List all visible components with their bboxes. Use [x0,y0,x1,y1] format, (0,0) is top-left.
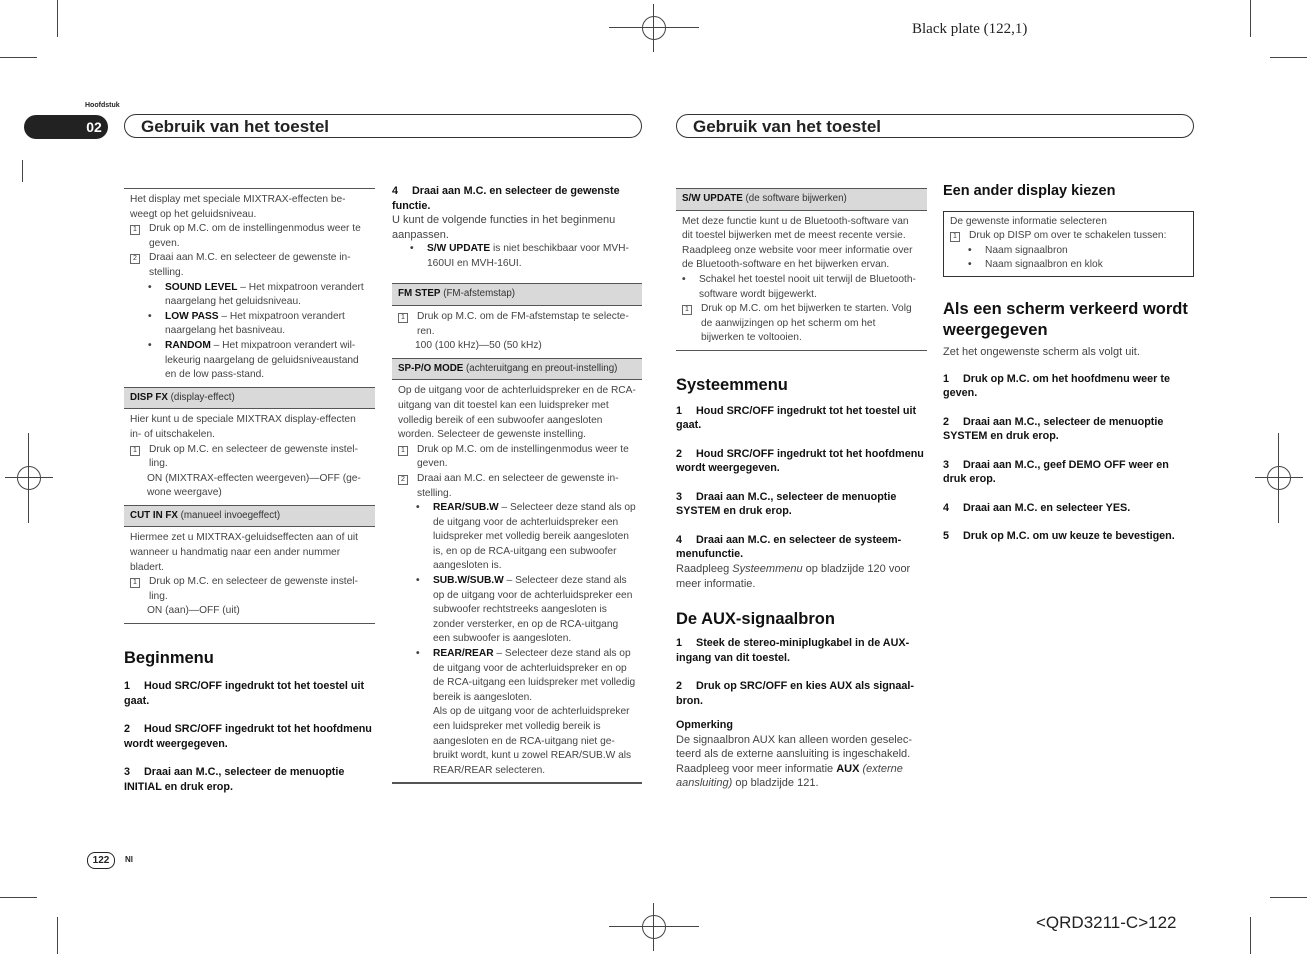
setting-sub: (de software bijwerken) [742,193,847,204]
list-item [130,310,369,339]
list-text: Naam signaalbron en klok [985,259,1103,271]
paragraph: Met deze functie kunt u de Bluetooth-software van dit toestel bijwerken met de meest recente versie. Raadpleeg onze website voor meer informatie over de Bluetooth-software en het bijwerken ervan. [682,215,913,271]
options-text: ON (aan)—OFF (uit) [147,605,240,617]
crop-mark [57,917,58,954]
setting-key: FM STEP [398,288,441,300]
crop-mark [1270,57,1307,58]
bold-step-text: Druk op SRC/OFF en kies AUX als signaalbron. [676,680,915,707]
bold-step-text: Draai aan M.C., selecteer de menuoptie SYSTEM en druk erop. [676,490,897,518]
list-text: Schakel het toestel nooit uit terwijl de Bluetooth-software wordt bijgewerkt. [699,273,916,300]
bullet-icon: • [968,259,972,271]
section-heading: Systeemmenu [676,375,788,394]
bold-step: 5 Druk op M.C. om uw keuze te bevestigen. [943,530,1175,543]
step-text: Druk op M.C. en selecteer de gewenste instelling. [149,576,358,602]
bold-step-text: Steek de stereo-miniplugkabel in de AUX-ingang van dit toestel. [676,637,910,664]
bullet-icon: • [148,339,152,351]
section-heading: Als een scherm verkeerd wordt weergegeven [943,299,1188,339]
list-item [398,574,636,647]
list-item [130,339,369,383]
step-item [398,472,636,501]
bold-step: 2 Draai aan M.C., selecteer de menuoptie SYSTEM en druk erop. [943,415,1164,443]
spmode-block [392,380,642,782]
step-number-icon: 1 [398,446,408,456]
note-heading: Opmerking [676,719,733,732]
step-text: Druk op M.C. om het bijwerken te starten. Volg de aanwijzingen op het scherm om het bijwerken te voltooien. [701,303,912,344]
registration-mark-icon [17,466,41,490]
list-item [682,273,921,302]
text-span: AUX [836,762,860,775]
bold-step-text: Houd SRC/OFF ingedrukt tot het toestel uit gaat. [124,680,365,707]
bold-step: 1 Houd SRC/OFF ingedrukt tot het toestel uit gaat. [676,404,917,432]
bold-step-text: Draai aan M.C., selecteer de menuoptie INITIAL en druk erop. [124,766,345,793]
option-text: – Het mixpatroon verandert naargelang het geluidsniveau. [165,281,364,308]
crop-mark [22,160,23,182]
crop-mark [0,57,37,58]
registration-mark-icon [642,915,666,939]
option-text: – Het mixpatroon verandert naargelang het basniveau. [165,310,345,337]
column-3 [676,188,927,791]
bold-step-text: Draai aan M.C., geef DEMO OFF weer en druk erop. [943,458,1169,486]
bold-step-text: Draai aan M.C., selecteer de menuoptie SYSTEM en druk erop. [943,415,1164,443]
option-key: SOUND LEVEL [165,281,238,293]
bold-step: 4 Draai aan M.C. en selecteer de gewenste functie. [392,185,620,212]
crop-mark [5,477,53,478]
option-text: – Selecteer deze stand als op de uitgang voor de achterluidspreker en op de RCA-uitgang een luidspreker met volledig bereik is aangesloten. [433,648,636,703]
bullet-icon: • [148,281,152,293]
setting-header [392,283,642,306]
option-text: – Het mixpatroon verandert willekeurig naargelang de geluidsniveaustand en de low pass-stand. [165,339,359,381]
bold-step-text: Houd SRC/OFF ingedrukt tot het hoofdmenu wordt weergegeven. [676,447,924,475]
text-span: De signaalbron AUX kan alleen worden geselecteerd als de externe aansluiting is ingeschakeld. Raadpleeg voor meer informatie [676,733,913,775]
step-number-icon: 2 [398,475,408,485]
bold-step-text: Druk op M.C. om uw keuze te bevestigen. [963,530,1175,543]
option-text: is niet beschikbaar voor MVH-160UI en MVH-16UI. [427,243,629,269]
step-text: Druk op M.C. om de instellingenmodus weer te geven. [417,443,629,470]
crop-mark [653,903,654,951]
bold-step-text: Druk op M.C. om het hoofdmenu weer te geven. [943,372,1170,400]
crop-mark [1250,917,1251,954]
step-number-icon: 1 [398,313,408,323]
document-code: <QRD3211-C>122 [1036,913,1177,932]
list-item [392,242,642,271]
section-heading: De AUX-signaalbron [676,610,835,629]
paragraph: Zet het ongewenste scherm als volgt uit. [943,345,1140,358]
registration-mark-icon [1267,466,1291,490]
crop-mark [1255,477,1303,478]
crop-mark [57,0,58,37]
language-code: Nl [125,855,133,864]
setting-key: SP-P/O MODE [398,362,464,374]
bold-step-text: Draai aan M.C. en selecteer de gewenste functie. [392,185,620,212]
column-1 [124,188,375,794]
plate-label: Black plate (122,1) [912,21,1028,37]
option-key: RANDOM [165,339,211,351]
step-item [398,443,636,472]
crop-mark [28,433,29,523]
step-text: Draai aan M.C. en selecteer de gewenste instelling. [149,252,351,278]
bullet-icon: • [968,244,972,256]
step-text: Draai aan M.C. en selecteer de gewenste instelling. [417,472,619,499]
step-item [398,310,636,339]
dispfx-block [124,409,375,505]
option-text: – Selecteer deze stand als op de uitgang voor de achterluidspreker een subwoofer rechtstreeks aangesloten is zonder versterker, en op de RCA-uitgang een subwoofer is aangesloten. [433,575,633,645]
paragraph [676,562,927,591]
setting-key: DISP FX [130,391,168,403]
bold-step: 1 Houd SRC/OFF ingedrukt tot het toestel uit gaat. [124,680,365,707]
step-item [950,229,1187,244]
step-text: Druk op DISP om over te schakelen tussen: [969,230,1167,242]
bold-step: 2 Druk op SRC/OFF en kies AUX als signaalbron. [676,680,915,707]
bold-step-text: Houd SRC/OFF ingedrukt tot het hoofdmenu wordt weergegeven. [124,723,372,750]
setting-sub: (manueel invoegeffect) [177,509,281,521]
setting-sub: (display-effect) [167,391,235,403]
options-text: 100 (100 kHz)—50 (50 kHz) [415,340,542,352]
bold-step-text: Draai aan M.C. en selecteer YES. [963,501,1131,514]
bold-step-text: Draai aan M.C. en selecteer de systeemmenufunctie. [676,533,902,561]
chapter-bar [24,115,84,139]
option-key: LOW PASS [165,310,219,322]
text-span: Raadpleeg [676,562,733,575]
crop-mark [609,926,699,927]
list-item [398,647,636,778]
list-text: Naam signaalbron [985,244,1068,256]
chapter-label: Hoofdstuk [85,102,120,109]
mixtrax-block [124,189,375,387]
crop-mark [1278,433,1279,523]
bold-step: 4 Draai aan M.C. en selecteer YES. [943,501,1131,514]
option-key: REAR/REAR [433,648,494,660]
section-title-left: Gebruik van het toestel [124,114,642,138]
paragraph: Op de uitgang voor de achterluidspreker en de RCA-uitgang van dit toestel kan een luidspreker met volledig bereik of een subwoofer aangesloten worden. Selecteer de gewenste instelling. [398,385,636,441]
step-number-icon: 1 [682,305,692,315]
step-number-icon: 1 [130,446,140,456]
bold-step: 3 Draai aan M.C., selecteer de menuoptie SYSTEM en druk erop. [676,490,897,518]
list-item [950,244,1187,259]
setting-header [392,358,642,381]
crop-mark [1250,0,1251,37]
setting-sub: (achteruitgang en preout-instelling) [463,362,618,374]
paragraph: Het display met speciale MIXTRAX-effecten beweegt op het geluidsniveau. [130,194,346,220]
list-item [398,501,636,574]
fmstep-block [392,306,642,358]
column-2 [392,184,642,784]
cutin-block [124,527,375,623]
bullet-icon: • [416,502,420,514]
bullet-icon: • [416,648,420,660]
list-item [950,258,1187,273]
step-item [130,251,369,280]
text-span: op bladzijde 120 voor meer informatie. [676,562,911,590]
chapter-number: 02 [80,115,108,139]
text-span: op bladzijde 121. [732,777,819,790]
setting-sub: (FM-afstemstap) [440,288,516,300]
setting-key: S/W UPDATE [682,193,743,204]
options-text: ON (MIXTRAX-effecten weergeven)—OFF (gewone weergave) [147,472,361,499]
swupdate-block [676,211,927,350]
section-heading: Beginmenu [124,649,214,668]
bold-step-text: Houd SRC/OFF ingedrukt tot het toestel uit gaat. [676,404,917,432]
option-key: REAR/SUB.W [433,502,499,514]
bold-step: 3 Draai aan M.C., selecteer de menuoptie INITIAL en druk erop. [124,766,345,793]
bold-step: 2 Houd SRC/OFF ingedrukt tot het hoofdmenu wordt weergegeven. [676,447,924,475]
crop-mark [0,897,37,898]
step-item [130,575,369,604]
bold-step: 1 Steek de stereo-miniplugkabel in de AUX-ingang van dit toestel. [676,637,910,664]
step-text: Druk op M.C. om de instellingenmodus weer te geven. [149,223,361,249]
bullet-icon: • [416,575,420,587]
registration-mark-icon [642,16,666,40]
step-number-icon: 2 [130,254,140,264]
crop-mark [653,4,654,52]
bold-step: 2 Houd SRC/OFF ingedrukt tot het hoofdmenu wordt weergegeven. [124,723,372,750]
text-span: Systeemmenu [732,562,803,575]
list-item [130,281,369,310]
setting-header [124,505,375,528]
bold-step: 4 Draai aan M.C. en selecteer de systeemmenufunctie. [676,533,902,561]
column-4 [943,184,1194,544]
setting-header [676,188,927,211]
option-text: – Selecteer deze stand als op de uitgang voor de achterluidspreker een luidspreker met volledig bereik aangesloten is, en op de RCA-uitgang een subwoofer aangesloten is. [433,502,636,572]
page-number: 122 [87,852,115,869]
step-item [130,222,369,251]
step-text: Druk op M.C. om de FM-afstemstap te selecteren. [417,310,629,337]
option-key: SUB.W/SUB.W [433,575,504,587]
note-text [676,733,927,791]
crop-mark [1270,897,1307,898]
setting-key: CUT IN FX [130,509,178,521]
step-number-icon: 1 [130,578,140,588]
crop-mark [609,27,699,28]
bold-step: 1 Druk op M.C. om het hoofdmenu weer te geven. [943,372,1170,400]
step-text: Druk op M.C. en selecteer de gewenste instelling. [149,443,358,470]
setting-header [124,387,375,410]
section-title-right: Gebruik van het toestel [676,114,1194,138]
paragraph: Hiermee zet u MIXTRAX-geluidseffecten aan of uit wanneer u handmatig naar een ander nummer bladert. [130,532,359,573]
bullet-icon: • [148,310,152,322]
text-span: (externe aansluiting) [676,762,903,790]
option-key: S/W UPDATE [427,243,491,255]
step-number-icon: 1 [950,232,960,242]
step-item [130,443,369,472]
bullet-icon: • [410,243,414,255]
paragraph: De gewenste informatie selecteren [950,215,1107,227]
paragraph: Hier kunt u de speciale MIXTRAX display-effecten in- of uitschakelen. [130,414,356,440]
paragraph: U kunt de volgende functies in het beginmenu aanpassen. [392,214,616,241]
step-item [682,302,921,346]
info-box [943,211,1194,277]
bullet-icon: • [682,273,686,285]
divider [392,782,642,784]
bold-step: 3 Draai aan M.C., geef DEMO OFF weer en druk erop. [943,458,1169,486]
option-note: Als op de uitgang voor de achterluidspreker een luidspreker met volledig bereik is aangesloten en de RCA-uitgang niet gebruikt wordt, kunt u zowel REAR/SUB.W als REAR/REAR selecteren. [433,706,632,776]
step-number-icon: 1 [130,225,140,235]
section-heading: Een ander display kiezen [943,183,1116,199]
